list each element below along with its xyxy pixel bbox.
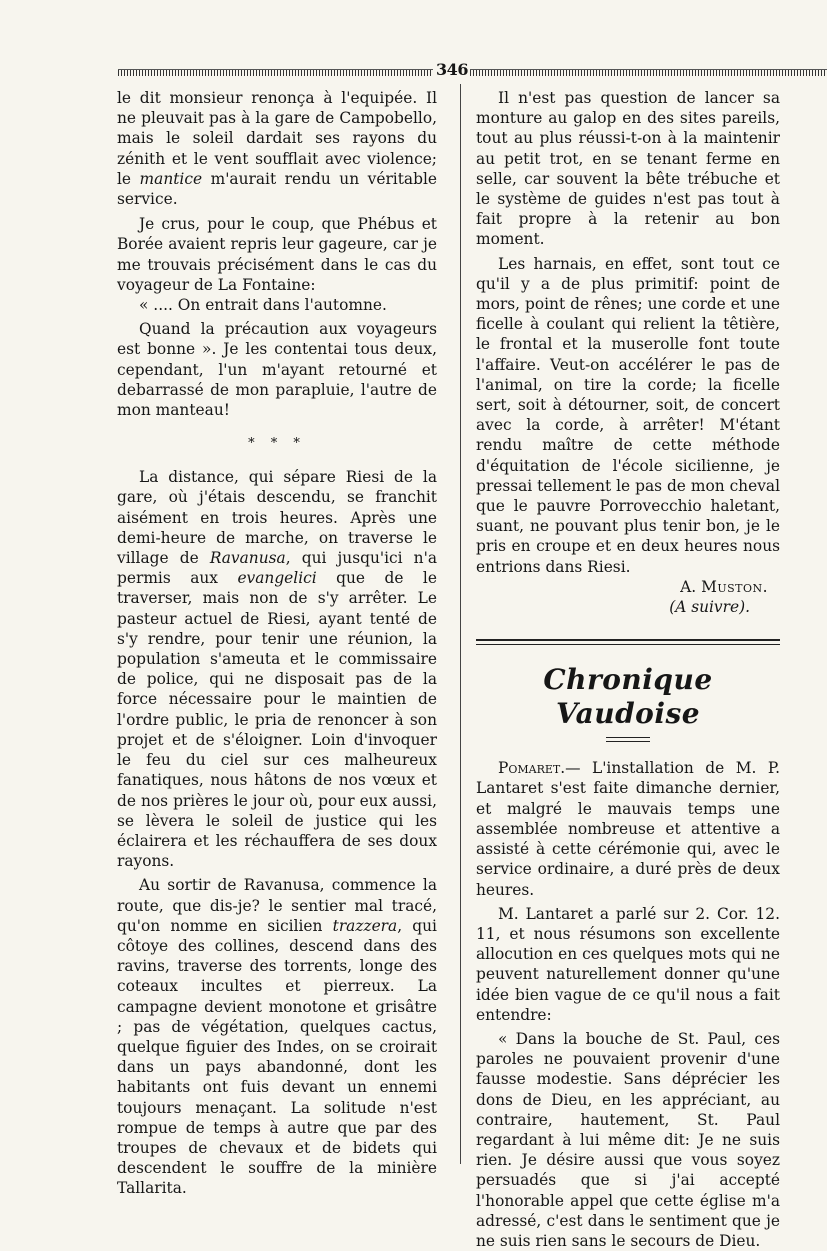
header-ornament-left — [118, 69, 433, 76]
signature-name: Muston. — [701, 577, 768, 596]
paragraph: Il n'est pas question de lancer sa monture au galop en des sites pareils, tout au plus réussi-t-on à la maintenir au petit trot, en se tenant ferme en selle, car souvent la bête trébuche et le système de guides n'est pas tout à fait propre à la retenir au bon moment. — [476, 89, 780, 249]
article-signature — [476, 577, 780, 597]
section-rule — [476, 639, 780, 645]
column-divider — [460, 84, 461, 1164]
page-number: 346 — [436, 60, 468, 79]
section-title: Chronique Vaudoise — [543, 663, 713, 731]
title-separator — [606, 737, 650, 742]
text-run: La distance, qui sépare Riesi de la gare, où j'étais descendu, se franchit aisément en trois heures. Après une demi-heure de marche, on traverse le village de — [117, 468, 437, 568]
section-stars: * * * — [248, 436, 306, 452]
paragraph: Quand la précaution aux voyageurs est bonne ». Je les contentai tous deux, cependant, l'un m'ayant retourné et debarrassé de mon parapluie, l'autre de mon manteau! — [117, 320, 437, 420]
place-name: Pomaret. — [498, 759, 566, 778]
paragraph — [476, 758, 780, 899]
left-column — [117, 88, 437, 1199]
text-run: — L'installation de M. P. Lantaret s'est faite dimanche dernier, et malgré le mauvais temps une assemblée nombreuse et attentive a assisté à cette cérémonie qui, avec le service ordinaire, a duré près de deux heures. — [476, 759, 780, 899]
to-be-continued: (A suivre). — [669, 598, 750, 617]
page-header — [118, 60, 827, 80]
text-run: que de le traverser, mais non de s'y arrêter. Le pasteur actuel de Riesi, ayant tenté de s'y rendre, pour tenir une réunion, la population s'ameuta et le commissaire de police, qui ne disposait pas de la force nécessaire pour le maintien de l'ordre public, le pria de renoncer à son projet et de s'éloigner. Loin d'invoquer le feu du ciel sur ces malheureux fanatiques, nous hâtons de nos vœux et de nos prières le jour où, pour eux aussi, se lèvera le soleil de justice qui les éclairera et les réchauffera de ses doux rayons. — [117, 569, 437, 871]
quote-line: « .... On entrait dans l'automne. — [139, 296, 387, 315]
italic-word: trazzera — [332, 916, 398, 935]
paragraph — [117, 875, 437, 1198]
text-run: m'aurait rendu un véritable service. — [117, 169, 437, 209]
paragraph: Les harnais, en effet, sont tout ce qu'il y a de plus primitif: point de mors, point de rênes; une corde et une ficelle à coulant qui relient la têtière, le frontal et la muserolle font toute l'affaire. Veut-on accélérer le pas de l'animal, on tire la corde; la ficelle sert, soit à détourner, soit, de concert avec la corde, à arrêter! M'étant rendu maître de cette méthode d'équitation de l'école sicilienne, je pressai tellement le pas de mon cheval que le pauvre Porrovecchio haletant, suant, ne pouvant plus tenir bon, je le pris en croupe et en deux heures nous entrions dans Riesi. — [476, 254, 780, 576]
text-run: , qui côtoye des collines, descend dans des ravins, traverse des torrents, longe des coteaux incultes et pierreux. La campagne devient monotone et grisâtre ; pas de végétation, quelques cactus, quelque figuier des Indes, on se croirait dans un pays abandonné, dont les habitants ont fuis devant un ennemi toujours menaçant. La solitude n'est rompue de temps à autre que par des troupes de chevaux et de bidets qui descendent le souffre de la minière Tallarita. — [117, 916, 437, 1198]
italic-word: evangelici — [237, 569, 317, 588]
text-run: , qui jusqu'ici n'a permis aux — [117, 549, 437, 588]
text-run: le dit monsieur renonça à l'equipée. Il ne pleuvait pas à la gare de Campobello, mais le soleil dardait ses rayons du zénith et le vent soufflait avec violence; le — [117, 89, 437, 188]
signature-initial: A. — [680, 577, 697, 596]
header-ornament-right — [470, 69, 827, 76]
right-column — [476, 88, 780, 1251]
text-run: Au sortir de Ravanusa, commence la route, que dis-je? le sentier mal tracé, qu'on nomme en sicilien — [117, 876, 437, 935]
paragraph: Je crus, pour le coup, que Phébus et Borée avaient repris leur gageure, car je me trouvais précisément dans le cas du voyageur de La Fontaine: — [117, 215, 437, 294]
paragraph: « Dans la bouche de St. Paul, ces paroles ne pouvaient provenir d'une fausse modestie. Sans déprécier les dons de Dieu, en les appréciant, au contraire, hautement, St. Paul regardant à lui même dit: Je ne suis rien. Je désire aussi que vous soyez persuadés que si j'ai accepté l'honorable appel que cette église m'a adressé, c'est dans le sentiment que je ne suis rien sans le secours de Dieu. — [476, 1029, 780, 1250]
paragraph — [117, 467, 437, 871]
italic-word: mantice — [139, 169, 203, 188]
paragraph: M. Lantaret a parlé sur 2. Cor. 12. 11, et nous résumons son excellente allocution en ces quelques mots qui ne peuvent naturellement donner qu'une idée bien vague de ce qu'il nous a fait entendre: — [476, 904, 780, 1024]
paragraph — [117, 88, 437, 209]
italic-word: Ravanusa — [209, 549, 286, 568]
